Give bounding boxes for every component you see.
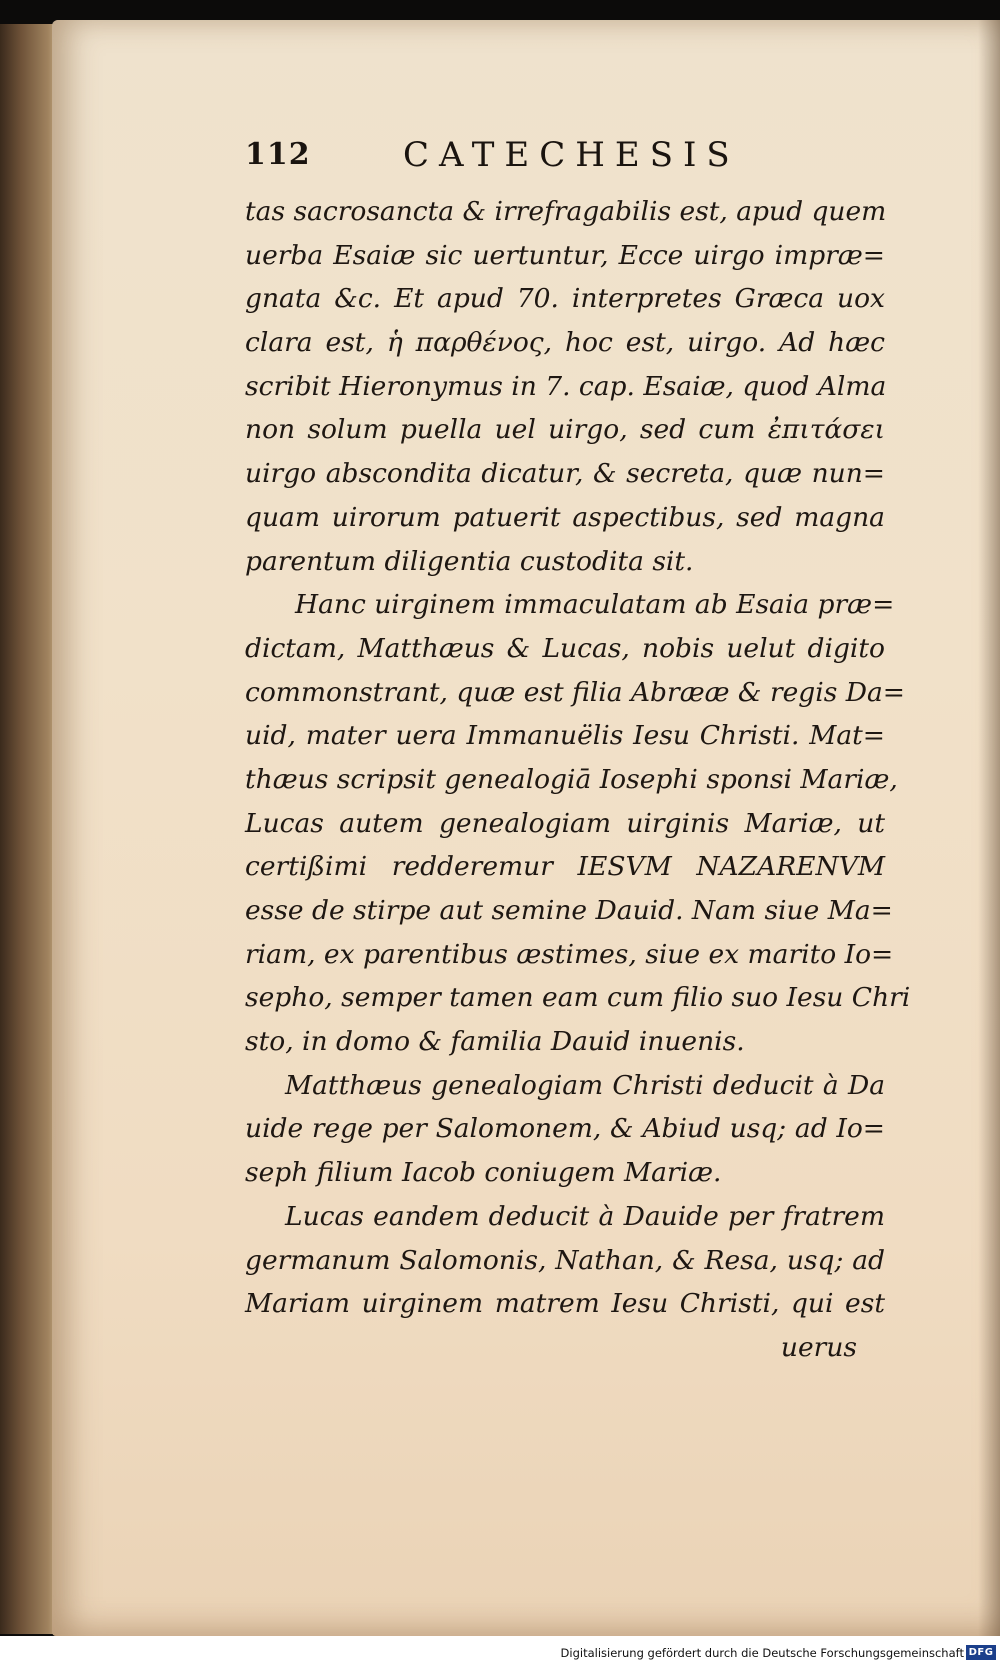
text-line: clara est, ἡ παρθένος, hoc est, uirgo. Ad hæc [245,327,885,359]
text-line: quam uirorum patuerit aspectibus, sed magna [245,501,885,533]
paragraph-start-line: Lucas eandem deducit à Dauide per fratrem [285,1200,885,1232]
dfg-logo-icon: DFG [966,1645,996,1660]
text-line: scribit Hieronymus in 7. cap. Esaiæ, quod Alma [245,370,887,402]
text-line: non solum puella uel uirgo, sed cum ἐπιτάσει [245,414,885,446]
text-line: uid, mater uera Immanuëlis Iesu Christi. Mat= [245,720,885,752]
text-line: gnata &c. Et apud 70. interpretes Græca uox [245,283,885,315]
paragraph-start-line: Hanc uirginem immaculatam ab Esaia præ= [295,589,895,621]
text-line: Lucas autem genealogiam uirginis Mariæ, ut [245,807,885,839]
text-line: parentum diligentia custodita sit. [245,545,694,577]
running-head: CATECHESIS [403,135,740,175]
funding-credit: Digitalisierung gefördert durch die Deutsche Forschungsgemeinschaft [560,1646,964,1660]
text-line: uerba Esaiæ sic uertuntur, Ecce uirgo impræ= [245,239,885,271]
catchword: uerus [780,1331,857,1363]
paragraph-start-line: Matthæus genealogiam Christi deducit à Da [285,1069,885,1101]
book-spine-edge [0,24,60,1634]
text-line: uirgo abscondita dicatur, & secreta, quæ nun= [245,458,885,490]
text-line: tas sacrosancta & irrefragabilis est, apud quem [245,196,887,227]
text-line: germanum Salomonis, Nathan, & Resa, usq; ad [245,1244,885,1276]
text-line: riam, ex parentibus æstimes, siue ex marito Io= [245,938,894,970]
text-line: sepho, semper tamen eam cum filio suo Iesu Chri [245,982,911,1014]
page-header [245,135,885,185]
text-line: uide rege per Salomonem, & Abiud usq; ad Io= [245,1113,885,1145]
text-line: commonstrant, quæ est filia Abrææ & regis Da= [245,676,906,708]
page-shadow [978,20,1000,1636]
text-line: dictam, Matthæus & Lucas, nobis uelut digito [245,632,885,664]
text-line: esse de stirpe aut semine Dauid. Nam siue Ma= [245,895,893,926]
digitization-footer [0,1636,1000,1672]
body-text [245,190,911,1370]
page-number: 112 [245,137,311,172]
text-line: Mariam uirginem matrem Iesu Christi, qui est [245,1288,885,1320]
text-line: certißimi redderemur IESVM NAZARENVM [245,851,885,883]
text-line: thæus scripsit genealogiā Iosephi sponsi Mariæ, [245,763,898,795]
text-line: seph filium Iacob coniugem Mariæ. [245,1157,722,1189]
text-line: sto, in domo & familia Dauid inuenis. [245,1026,745,1058]
